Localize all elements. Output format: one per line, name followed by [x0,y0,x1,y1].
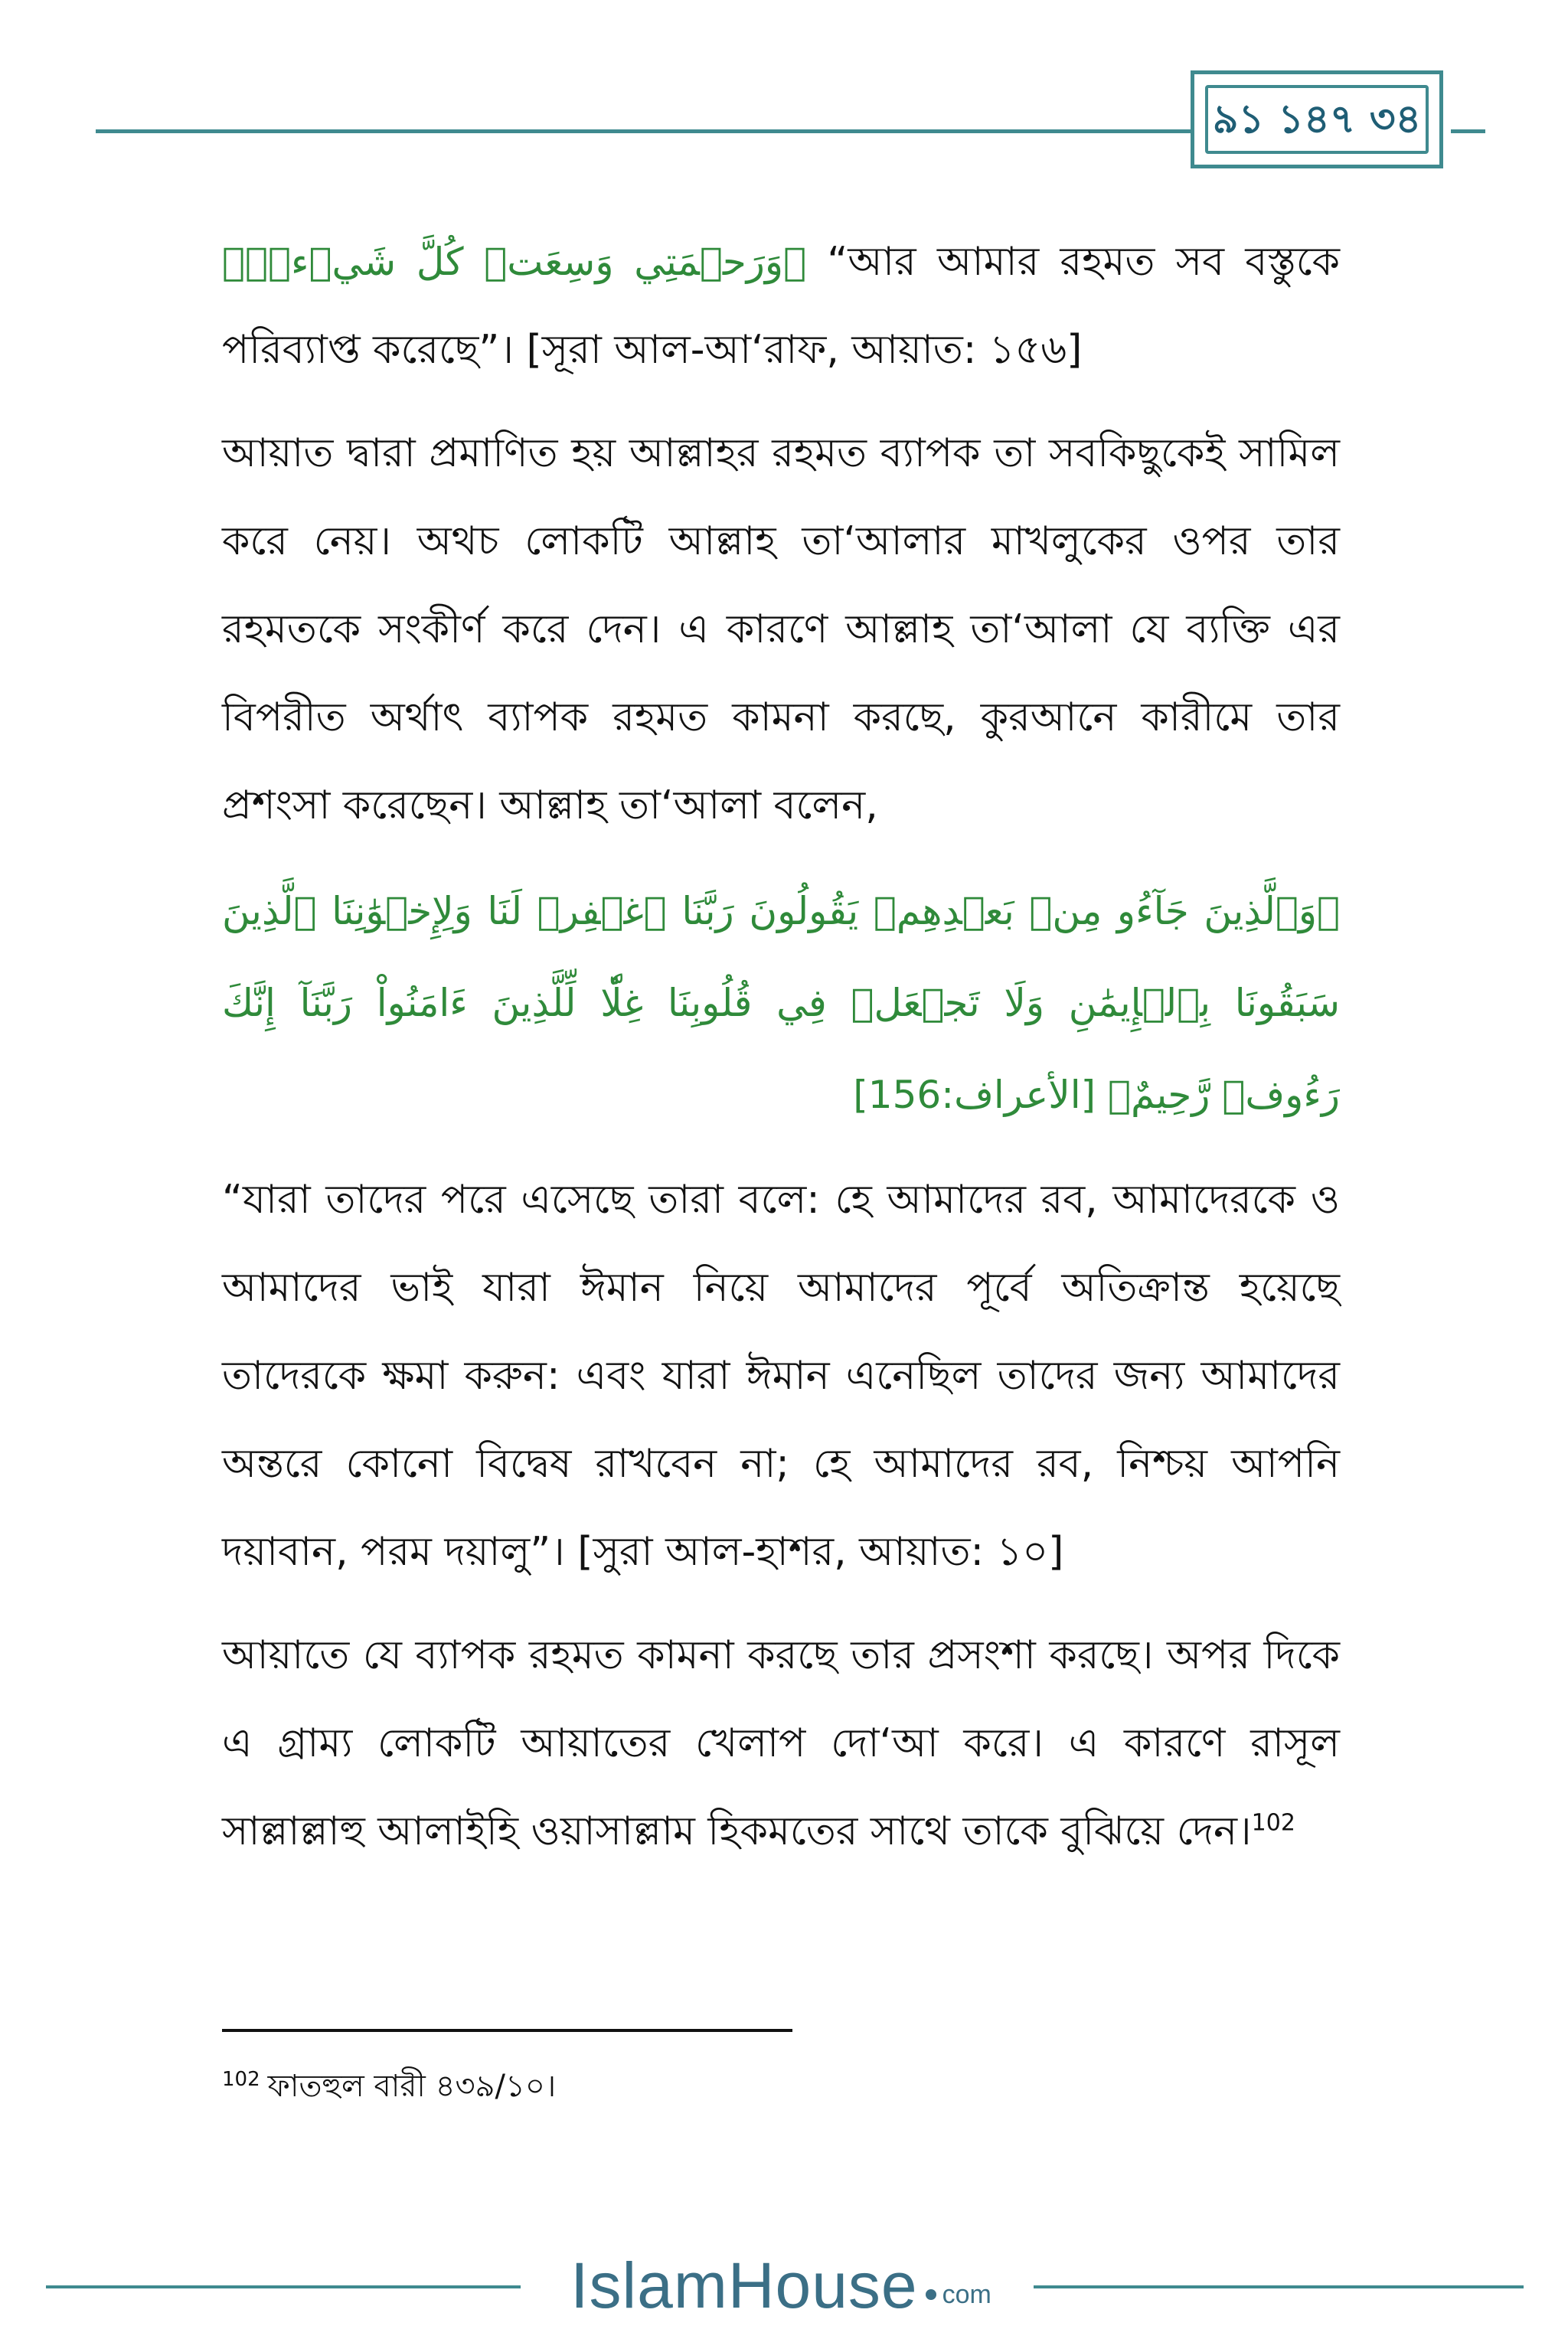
paragraph-1 [222,218,1340,394]
arabic-verse: ﴿وَٱلَّذِينَ جَآءُو مِنۢ بَعۡدِهِمۡ يَقُولُونَ رَبَّنَا ٱغۡفِرۡ لَنَا وَلِإِخۡوَٰنِنَا ٱلَّذِينَ سَبَقُونَا بِٱلۡإِيمَٰنِ وَلَا تَجۡعَلۡ فِي قُلُوبِنَا غِلّٗا لِّلَّذِينَ ءَامَنُواْ رَبَّنَآ إِنَّكَ رَءُوفٞ رَّحِيمٌ﴾ [222,889,1340,1117]
brand-tld: com [942,2279,991,2309]
arabic-inline-verse: ﴿وَرَحۡمَتِي وَسِعَتۡ كُلَّ شَيۡءٖۚ﴾ [222,240,807,284]
footnote-number: 102 [222,2067,260,2091]
page-number-inner-frame [1205,85,1429,154]
paragraph-4-text: আয়াতে যে ব্যাপক রহমত কামনা করছে তার প্রসংশা করছে। অপর দিকে এ গ্রাম্য লোকটি আয়াতের খেলাপ দো‘আ করে। এ কারণে রাসূল সাল্লাল্লাহু আলাইহি ওয়াসাল্লাম হিকমতের সাথে তাকে বুঝিয়ে দেন। [222,1632,1340,1854]
arabic-verse-block [222,865,1340,1141]
header-rule-left [96,129,1191,133]
paragraph-1-text: “আর আমার রহমত সব বস্তুকে পরিব্যাপ্ত করেছে”। [সূরা আল-আ‘রাফ, আয়াত: ১৫৬] [222,239,1340,373]
paragraph-4 [222,1612,1340,1876]
brand-dot-icon [926,2289,936,2300]
page-content [222,218,1340,1876]
page-number: ৯১ ১৪৭ ৩৪ [1212,96,1422,142]
footer-rule-left [46,2285,521,2288]
footnote-text: ফাতহুল বারী ৪৩৯/১০। [267,2069,557,2104]
footnote [222,2060,556,2113]
paragraph-3: “যারা তাদের পরে এসেছে তারা বলে: হে আমাদের রব, আমাদেরকে ও আমাদের ভাই যারা ঈমান নিয়ে আমাদের পূর্বে অতিক্রান্ত হয়েছে তাদেরকে ক্ষমা করুন: এবং যারা ঈমান এনেছিল তাদের জন্য আমাদের অন্তরে কোনো বিদ্বেষ রাখবেন না; হে আমাদের রব, নিশ্চয় আপনি দয়াবান, পরম দয়ালু”। [সুরা আল-হাশর, আয়াত: ১০] [222,1177,1340,1575]
paragraph-2: আয়াত দ্বারা প্রমাণিত হয় আল্লাহর রহমত ব্যাপক তা সবকিছুকেই সামিল করে নেয়। অথচ লোকটি আল্লাহ তা‘আলার মাখলুকের ওপর তার রহমতকে সংকীর্ণ করে দেন। এ কারণে আল্লাহ তা‘আলা যে ব্যক্তি এর বিপরীত অর্থাৎ ব্যাপক রহমত কামনা করছে, কুরআনে কারীমে তার প্রশংসা করেছেন। আল্লাহ তা‘আলা বলেন, [222,430,1340,828]
brand-name: IslamHouse [570,2249,918,2321]
footnote-divider [222,2029,792,2032]
header-rule-right [1451,129,1485,133]
footer-rule-right [1034,2285,1524,2288]
arabic-verse-reference: [الأعراف:156] [853,1073,1096,1117]
page-number-frame [1191,70,1443,168]
brand-logo [544,2243,1018,2328]
footnote-reference[interactable]: 102 [1251,1809,1295,1837]
